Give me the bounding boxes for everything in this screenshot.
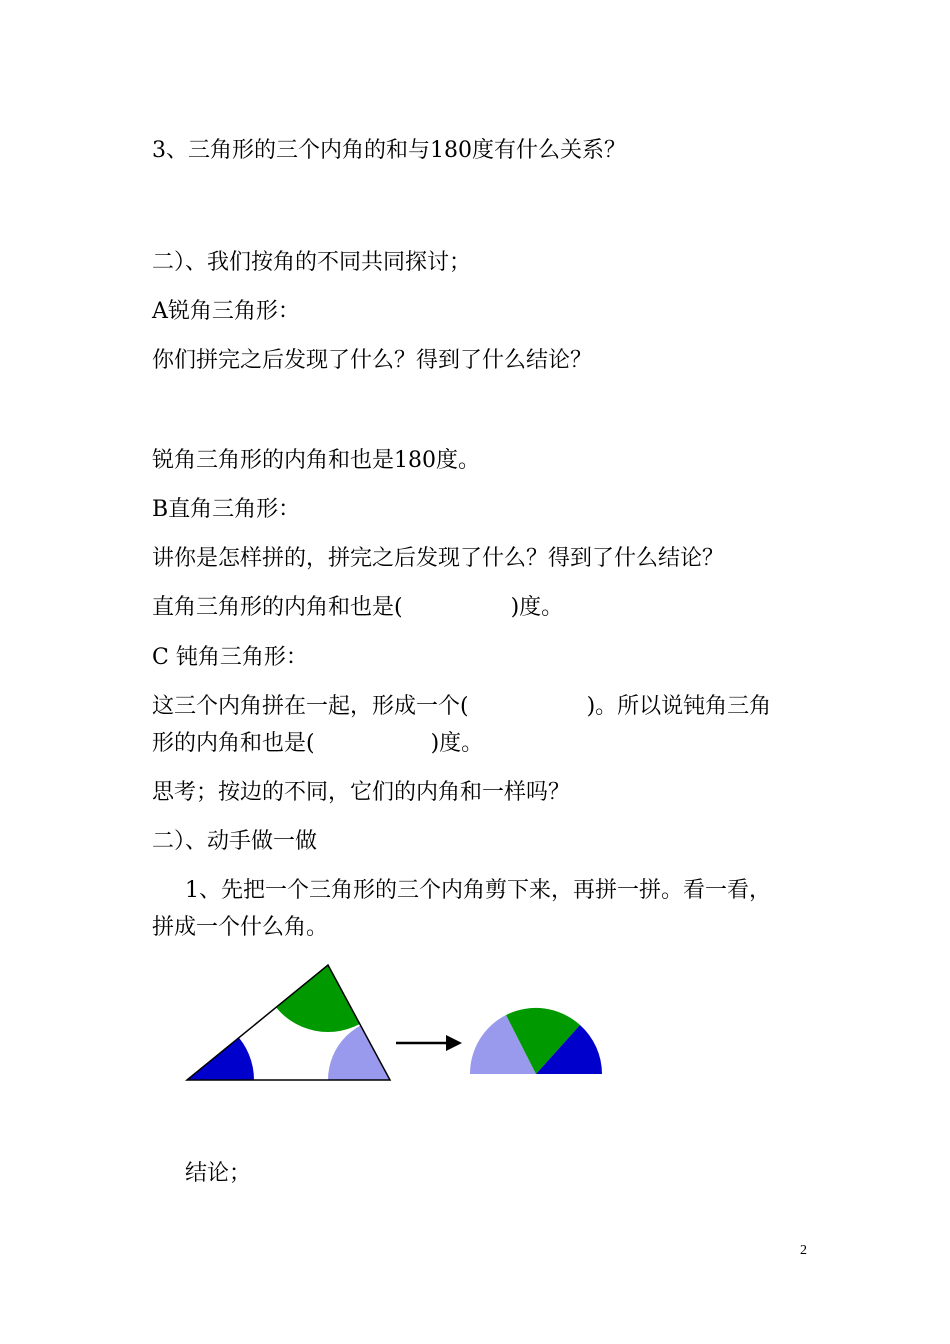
obtuse-line2-suffix: )度。 (430, 731, 484, 756)
think-question: 思考；按边的不同，它们的内角和一样吗？ (152, 780, 571, 805)
task-1-line-1: 1、先把一个三角形的三个内角剪下来，再拼一拼。看一看， (185, 878, 771, 903)
acute-triangle-answer: 锐角三角形的内角和也是180度。 (152, 448, 480, 473)
section-heading-hands-on: 二）、动手做一做 (152, 829, 318, 854)
obtuse-triangle-line-1 (152, 693, 771, 721)
obtuse-line1-suffix: )。所以说钝角三角 (586, 694, 772, 719)
obtuse-line1-prefix: 这三个内角拼在一起，形成一个( (152, 694, 469, 719)
section-heading-angles: 二）、我们按角的不同共同探讨； (152, 250, 472, 275)
question-3: 3、三角形的三个内角的和与180度有什么关系？ (152, 138, 626, 163)
obtuse-triangle-line-2 (152, 730, 483, 758)
obtuse-triangle-title: C 钝角三角形： (152, 645, 308, 670)
page-number: 2 (800, 1243, 807, 1258)
right-triangle-question: 讲你是怎样拼的，拼完之后发现了什么？得到了什么结论？ (152, 546, 725, 571)
angle-sector-top (261, 960, 395, 1032)
right-answer-prefix: 直角三角形的内角和也是( (152, 595, 403, 620)
obtuse-line2-prefix: 形的内角和也是( (152, 731, 315, 756)
conclusion-label: 结论； (185, 1161, 252, 1186)
angle-sector-left (182, 1013, 254, 1090)
arrow-head (446, 1035, 462, 1051)
right-answer-suffix: )度。 (510, 595, 564, 620)
acute-triangle-question: 你们拼完之后发现了什么？得到了什么结论？ (152, 348, 593, 373)
acute-triangle-title: A锐角三角形： (152, 299, 300, 324)
right-triangle-title: B直角三角形： (152, 497, 301, 522)
triangle-angle-figure (182, 960, 612, 1090)
task-1-line-2: 拼成一个什么角。 (152, 915, 329, 940)
right-triangle-answer (152, 594, 563, 622)
